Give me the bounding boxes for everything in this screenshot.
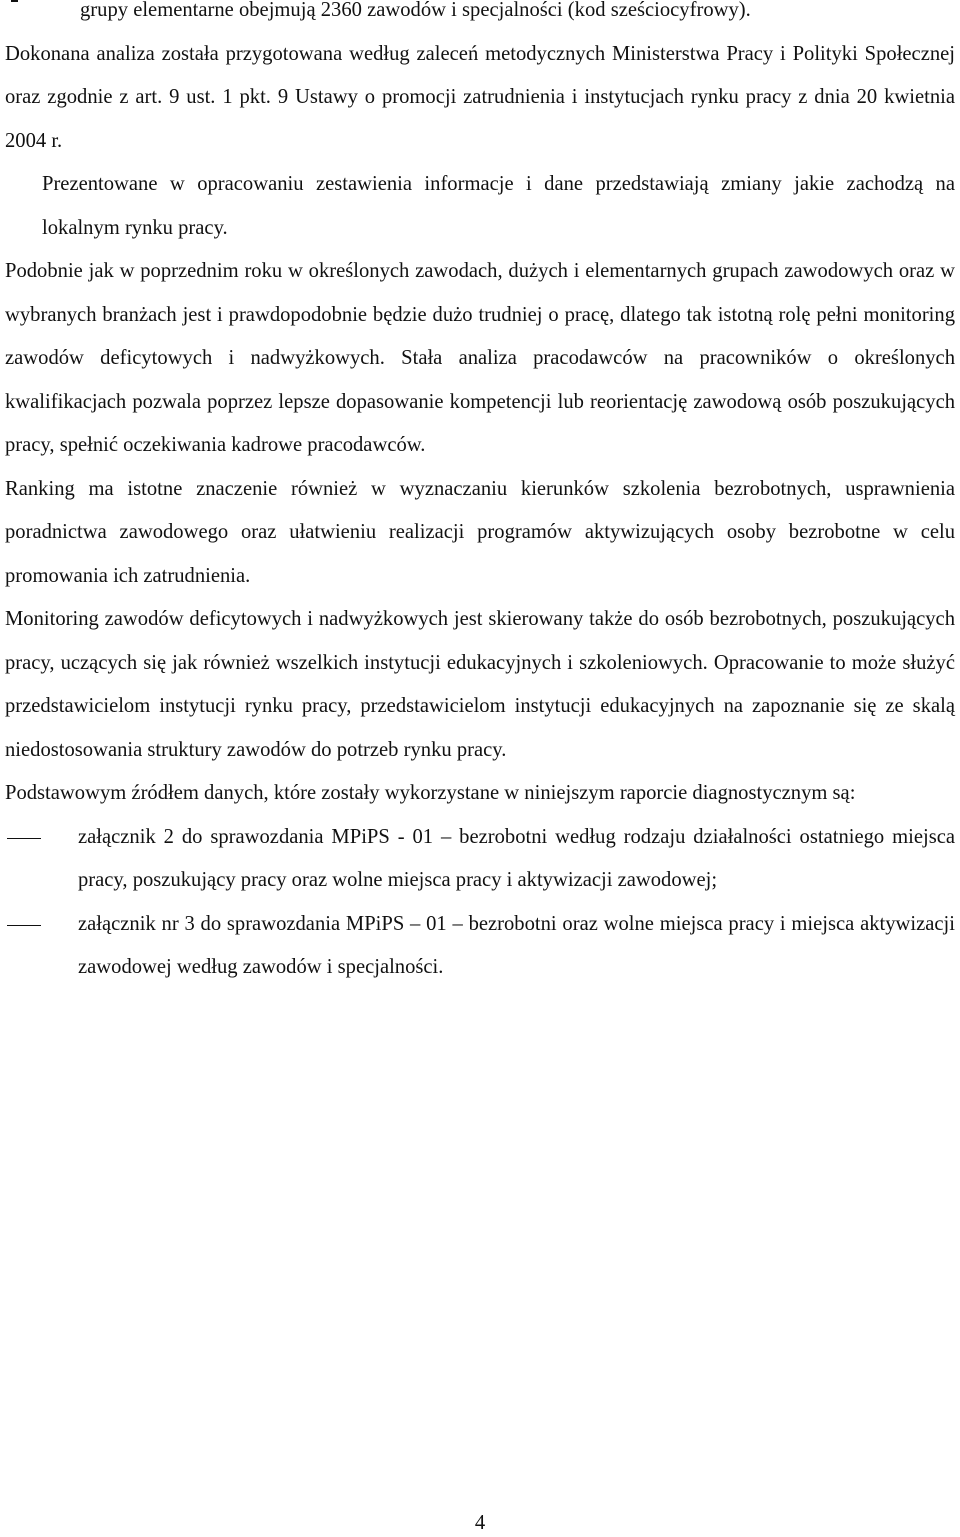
- paragraph-analysis: Dokonana analiza została przygotowana według zaleceń metodycznych Ministerstwa Pracy i Polityki Społecznej oraz zgodnie z art. 9 ust. 1 pkt. 9 Ustawy o promocji zatrudnienia i instytucjach rynku pracy z dnia 20 kwietnia 2004 r.: [5, 42, 955, 152]
- list-item: [5, 816, 955, 903]
- page-number: 4: [474, 1512, 486, 1534]
- list-item: [5, 903, 955, 990]
- paragraph-ranking: Ranking ma istotne znaczenie również w wyznaczaniu kierunków szkolenia bezrobotnych, usprawnienia poradnictwa zawodowego oraz ułatwieniu realizacji programów aktywizujących osoby bezrobotne w celu promowania ich zatrudnienia.: [5, 477, 955, 587]
- paragraph-presentation: Prezentowane w opracowaniu zestawienia informacje i dane przedstawiają zmiany jakie zachodzą na lokalnym rynku pracy.: [42, 173, 955, 239]
- paragraph-monitoring-importance: Podobnie jak w poprzednim roku w określonych zawodach, dużych i elementarnych grupach zawodowych oraz w wybranych branżach jest i prawdopodobnie będzie dużo trudniej o pracę, dlatego tak istotną rolę pełni monitoring zawodów deficytowych i nadwyżkowych. Stała analiza pracodawców na pracowników o określonych kwalifikacjach pozwala poprzez lepsze dopasowanie kompetencji lub reorientację zawodową osób poszukujących pracy, spełnić oczekiwania kadrowe pracodawców.: [5, 260, 955, 456]
- paragraph-data-sources: Podstawowym źródłem danych, które zostały wykorzystane w niniejszym raporcie diagnostycznym są:: [5, 782, 856, 804]
- bullet-text: grupy elementarne obejmują 2360 zawodów i specjalności (kod sześciocyfrowy).: [80, 0, 751, 21]
- list-item-text: załącznik 2 do sprawozdania MPiPS - 01 – bezrobotni według rodzaju działalności ostatniego miejsca pracy, poszukujący pracy oraz wolne miejsca pracy i aktywizacji zawodowej;: [78, 825, 955, 891]
- paragraph-target-audience: Monitoring zawodów deficytowych i nadwyżkowych jest skierowany także do osób bezrobotnych, poszukujących pracy, uczących się jak również wszelkich instytucji edukacyjnych i szkoleniowych. Opracowanie to może służyć przedstawicielom instytucji rynku pracy, przedstawicielom instytucji edukacyjnych na zapoznanie się ze skalą niedostosowania struktury zawodów do potrzeb rynku pracy.: [5, 608, 955, 761]
- square-bullet-icon: [11, 0, 18, 2]
- bullet-item: [5, 0, 955, 33]
- document-page: [5, 0, 955, 990]
- list-item-text: załącznik nr 3 do sprawozdania MPiPS – 01 – bezrobotni oraz wolne miejsca pracy i miejsca aktywizacji zawodowej według zawodów i specjalności.: [78, 912, 955, 978]
- dash-bullet-icon: [7, 925, 41, 927]
- dash-bullet-icon: [7, 838, 41, 840]
- data-source-list: [5, 816, 955, 990]
